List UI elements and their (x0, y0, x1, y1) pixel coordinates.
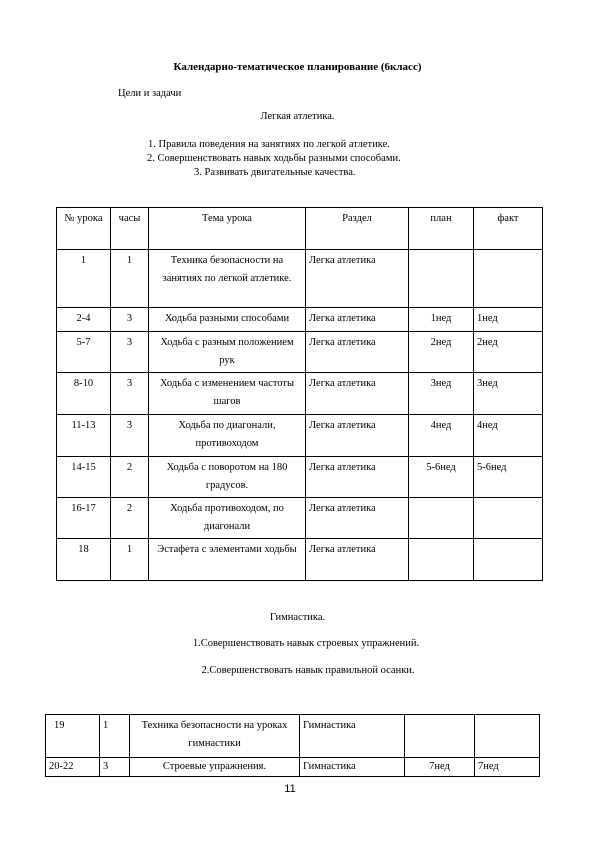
table-cell: Гимнастика (300, 758, 405, 777)
table-cell: 16-17 (57, 498, 111, 539)
table-row (57, 457, 543, 498)
table-cell (475, 715, 540, 758)
table-cell: 2 (111, 498, 149, 539)
table-cell (474, 498, 543, 539)
header-cell: Раздел (306, 208, 409, 250)
table-cell: 5-6нед (474, 457, 543, 498)
table-row (57, 332, 543, 373)
table-header-row (57, 208, 543, 250)
table-cell: 7нед (475, 758, 540, 777)
page-number: 11 (284, 783, 296, 795)
table-row (57, 498, 543, 539)
header-cell: № урока (57, 208, 111, 250)
header-cell: факт (474, 208, 543, 250)
table-cell: Техника безопасности на занятиях по легкой атлетике. (149, 250, 306, 308)
table-cell (474, 250, 543, 308)
table-row (57, 539, 543, 581)
table-cell: Легка атлетика (306, 332, 409, 373)
table-cell: 1нед (474, 308, 543, 332)
table-cell: 1 (111, 539, 149, 581)
list-item: 1. Правила поведения на занятиях по легкой атлетике. (148, 139, 390, 150)
table-row (57, 308, 543, 332)
section1-heading: Легкая атлетика. (260, 111, 335, 122)
schedule-table-athletics (56, 207, 543, 581)
table-cell: 2-4 (57, 308, 111, 332)
table-row (57, 415, 543, 457)
table-row (57, 250, 543, 308)
table-cell: Эстафета с элементами ходьбы (149, 539, 306, 581)
section2-heading: Гимнастика. (269, 612, 326, 623)
table-cell: Техника безопасности на уроках гимнастики (130, 715, 300, 758)
table-cell: 8-10 (57, 373, 111, 415)
section1-list (148, 138, 401, 181)
table-cell: 3нед (474, 373, 543, 415)
table-cell: Строевые упражнения. (130, 758, 300, 777)
header-cell: план (409, 208, 474, 250)
header-cell: часы (111, 208, 149, 250)
table-row (57, 373, 543, 415)
table-cell: 18 (57, 539, 111, 581)
table-cell: 7нед (405, 758, 475, 777)
table-cell: Легка атлетика (306, 539, 409, 581)
table-cell (409, 498, 474, 539)
table-cell: 4нед (474, 415, 543, 457)
table-cell: Ходьба по диагонали, противоходом (149, 415, 306, 457)
table-cell: 20-22 (46, 758, 100, 777)
table-cell: 3 (100, 758, 130, 777)
table-cell: 1нед (409, 308, 474, 332)
table-cell: Ходьба с разным положением рук (149, 332, 306, 373)
header-cell: Тема урока (149, 208, 306, 250)
goals-label: Цели и задачи (118, 88, 182, 99)
table-cell: Ходьба с изменением частоты шагов (149, 373, 306, 415)
table-cell: 3 (111, 308, 149, 332)
table-cell: Ходьба противоходом, по диагонали (149, 498, 306, 539)
table-cell: Легка атлетика (306, 308, 409, 332)
table-cell: Легка атлетика (306, 415, 409, 457)
table-cell: 3 (111, 415, 149, 457)
table-cell: Легка атлетика (306, 373, 409, 415)
table-cell: Легка атлетика (306, 498, 409, 539)
page-title: Календарно-тематическое планирование (6класс) (173, 61, 422, 73)
table-cell: 14-15 (57, 457, 111, 498)
table-cell: 2нед (474, 332, 543, 373)
table-cell: Легка атлетика (306, 250, 409, 308)
table-cell: 1 (57, 250, 111, 308)
table-cell: 5-7 (57, 332, 111, 373)
table-cell: Гимнастика (300, 715, 405, 758)
table-cell: 4нед (409, 415, 474, 457)
table-cell: 11-13 (57, 415, 111, 457)
table-cell: 3 (111, 332, 149, 373)
table-cell (474, 539, 543, 581)
section2-item-1: 1.Совершенствовать навык строевых упражнений. (192, 638, 420, 649)
table-cell: 19 (46, 715, 100, 758)
table-cell: 3нед (409, 373, 474, 415)
table-cell (405, 715, 475, 758)
table-cell: 2нед (409, 332, 474, 373)
table-cell: Ходьба разными способами (149, 308, 306, 332)
list-item: 3. Развивать двигательные качества. (194, 167, 356, 179)
schedule-table-gymnastics (45, 714, 540, 777)
table-cell (409, 539, 474, 581)
section2-item-2: 2.Совершенствовать навык правильной осанки. (201, 665, 415, 676)
list-item: 2. Совершенствовать навык ходьбы разными способами. (147, 153, 401, 165)
table-cell: 5-6нед (409, 457, 474, 498)
table-cell: 3 (111, 373, 149, 415)
table-cell: Ходьба с поворотом на 180 градусов. (149, 457, 306, 498)
table-cell: 1 (111, 250, 149, 308)
table-cell: 1 (100, 715, 130, 758)
table-cell: 2 (111, 457, 149, 498)
table-row (46, 758, 540, 777)
table-cell: Легка атлетика (306, 457, 409, 498)
table-cell (409, 250, 474, 308)
table-row (46, 715, 540, 758)
